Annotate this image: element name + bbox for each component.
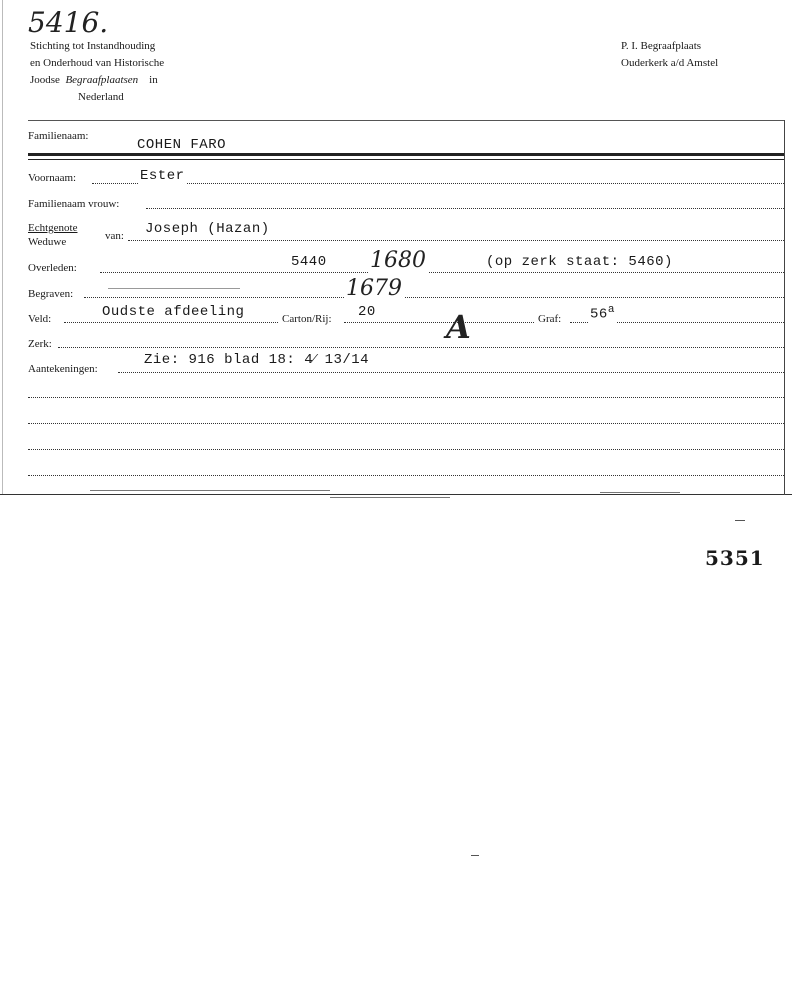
familienaam-vrouw-label: Familienaam vrouw: — [28, 198, 120, 210]
zerk-label: Zerk: — [28, 338, 52, 350]
carton-handwritten: A — [446, 308, 471, 346]
veld-line — [64, 322, 278, 323]
foundation-header — [30, 38, 164, 106]
overleden-label: Overleden: — [28, 262, 77, 274]
overleden-note: (op zerk staat: 5460) — [486, 254, 673, 270]
familienaam-value: COHEN FARO — [137, 137, 227, 153]
aantekeningen-value: Zie: 916 blad 18: 4⁄ 13/14 — [144, 352, 370, 368]
echtgenote-label: Echtgenote — [28, 222, 78, 234]
double-rule-top — [28, 153, 784, 156]
overleden-handwritten: 1680 — [370, 248, 426, 273]
foundation-line-3: Joodse Begraafplaatsen in — [30, 74, 158, 86]
card-left-edge — [2, 0, 3, 494]
foundation-line-1: Stichting tot Instandhouding — [30, 40, 156, 52]
double-rule-bottom — [28, 159, 784, 160]
voornaam-line — [92, 183, 784, 184]
aantekeningen-label: Aantekeningen: — [28, 363, 98, 375]
veld-label: Veld: — [28, 313, 52, 325]
graf-value: 56$^a$ — [590, 304, 615, 323]
card-right-edge — [784, 120, 785, 495]
card-bottom-edge — [0, 494, 792, 495]
scan-noise-2 — [330, 497, 450, 498]
overleden-value: 5440 — [291, 254, 327, 270]
begraven-handwritten: 1679 — [346, 276, 402, 301]
speck-1 — [735, 520, 745, 521]
scan-noise-3 — [600, 492, 680, 493]
weduwe-label: Weduwe — [28, 236, 67, 248]
foundation-line-4: Nederland — [78, 91, 124, 103]
begraven-label: Begraven: — [28, 288, 74, 300]
familienaam-label: Familienaam: — [28, 130, 89, 142]
blank-line-3 — [28, 449, 784, 450]
overleden-line — [100, 272, 784, 273]
blank-line-2 — [28, 423, 784, 424]
aantekeningen-line — [118, 372, 784, 373]
graf-label: Graf: — [538, 313, 562, 325]
familienaam-vrouw-line — [146, 208, 784, 209]
card-number: 5416. — [28, 6, 109, 39]
zerk-line — [58, 347, 784, 348]
voornaam-label: Voornaam: — [28, 172, 77, 184]
voornaam-value: Ester — [140, 168, 185, 184]
scan-noise-1 — [90, 490, 330, 491]
carton-line — [344, 322, 534, 323]
cemetery-line-1: P. I. Begraafplaats — [621, 40, 702, 52]
van-value: Joseph (Hazan) — [145, 221, 270, 237]
begraven-line — [84, 297, 784, 298]
van-label: van: — [105, 230, 124, 242]
carton-label: Carton/Rij: — [282, 313, 332, 325]
top-rule — [28, 120, 784, 121]
foundation-line-2: en Onderhoud van Historische — [30, 57, 165, 69]
blank-line-4 — [28, 475, 784, 476]
van-line — [128, 240, 784, 241]
speck-2 — [471, 855, 479, 856]
blank-line-1 — [28, 397, 784, 398]
stamp-number: 5351 — [705, 546, 765, 570]
cemetery-line-2: Ouderkerk a/d Amstel — [621, 57, 719, 69]
cemetery-header — [621, 38, 718, 72]
veld-value: Oudste afdeeling — [102, 304, 245, 320]
begraven-faint-text — [108, 288, 240, 289]
carton-value: 20 — [358, 304, 376, 320]
